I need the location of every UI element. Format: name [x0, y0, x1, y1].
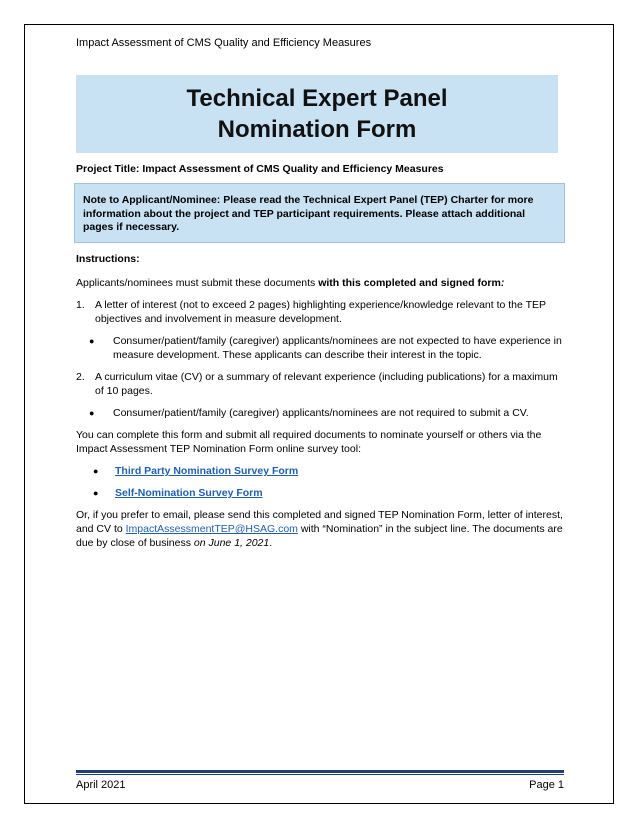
online-instructions: You can complete this form and submit all required documents to nominate yourself or others via the Impact Assessment TEP Nomination Form online survey tool:: [76, 429, 542, 455]
instructions-heading: Instructions:: [76, 253, 140, 265]
footer-rule-thin: [76, 774, 564, 775]
intro-colon: :: [500, 277, 505, 289]
bullet-icon: ●: [89, 336, 95, 346]
due-date: on June 1, 2021: [193, 537, 270, 549]
list-item: [76, 370, 566, 398]
instructions-intro: [76, 276, 566, 290]
running-header: Impact Assessment of CMS Quality and Efficiency Measures: [76, 37, 372, 49]
footer-date: April 2021: [76, 779, 126, 791]
link-bullet-item: [93, 464, 566, 478]
list-item: [76, 298, 566, 326]
list-item-text: A letter of interest (not to exceed 2 pages) highlighting experience/knowledge relevant to the TEP objectives and involvement in measure development.: [95, 299, 546, 325]
footer-rule: [76, 770, 564, 773]
sub-bullet-item: [89, 406, 566, 420]
footer-page-number: Page 1: [529, 779, 564, 791]
form-title-line-2: Nomination Form: [217, 116, 417, 143]
title-banner: [76, 75, 558, 153]
email-text-post: with “Nomination” in the subject line. The documents are due by close of business: [76, 523, 563, 549]
sub-bullet-text: Consumer/patient/family (caregiver) applicants/nominees are not required to submit a CV.: [113, 407, 529, 419]
intro-text: Applicants/nominees must submit these documents: [76, 277, 319, 289]
email-text-pre: Or, if you prefer to email, please send this completed and signed TEP Nomination Form, letter of interest, and CV to: [76, 509, 563, 535]
link-bullet-item: [93, 486, 566, 500]
sub-bullet-text: Consumer/patient/family (caregiver) applicants/nominees are not expected to have experience in measure development. These applicants can describe their interest in the topic.: [113, 335, 562, 361]
list-number: 1.: [76, 299, 85, 311]
list-item-text: A curriculum vitae (CV) or a summary of relevant experience (including publications) for a maximum of 10 pages.: [95, 371, 558, 397]
list-number: 2.: [76, 371, 85, 383]
note-box: Note to Applicant/Nominee: Please read the Technical Expert Panel (TEP) Charter for more information about the project and TEP participant requirements. Please attach additional pages if necessary.: [74, 183, 565, 243]
form-title-line-1: Technical Expert Panel: [186, 85, 448, 112]
email-link[interactable]: ImpactAssessmentTEP@HSAG.com: [125, 523, 298, 535]
self-nomination-link[interactable]: Self-Nomination Survey Form: [115, 487, 263, 499]
sub-bullet-item: [89, 334, 566, 362]
project-title: Project Title: Impact Assessment of CMS Quality and Efficiency Measures: [76, 163, 444, 175]
bullet-icon: ●: [89, 408, 95, 418]
bullet-icon: ●: [93, 488, 99, 498]
intro-bold: with this completed and signed form: [318, 277, 501, 289]
bullet-icon: ●: [93, 466, 99, 476]
third-party-nomination-link[interactable]: Third Party Nomination Survey Form: [115, 465, 299, 477]
due-end: .: [269, 537, 273, 549]
instructions-section: [76, 252, 566, 558]
email-instructions: [76, 508, 566, 550]
